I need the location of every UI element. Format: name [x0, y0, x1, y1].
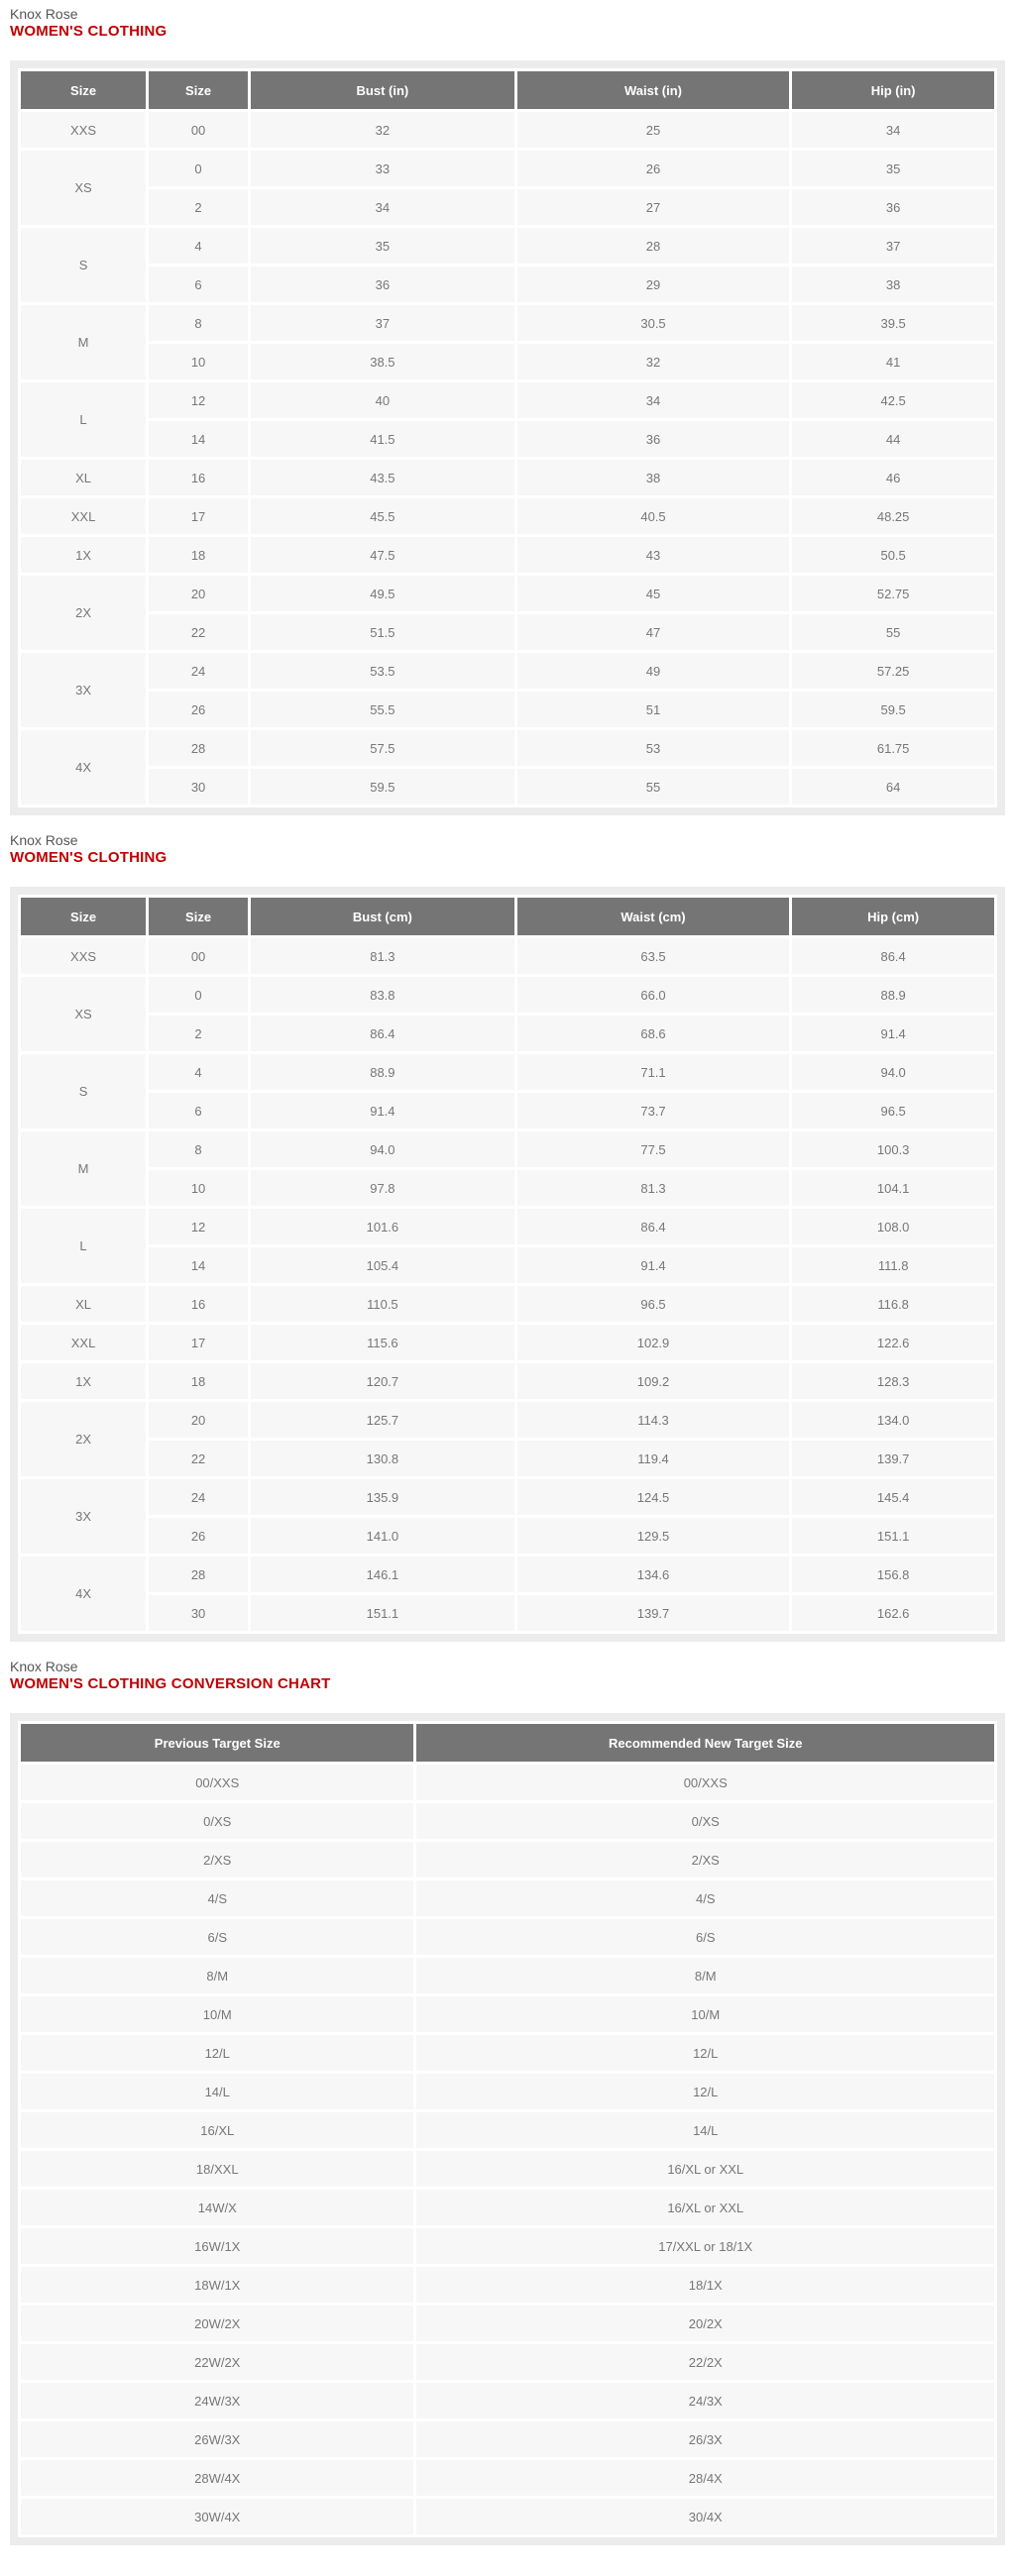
size-group-cell: 4X: [21, 730, 146, 805]
table-row: [21, 1518, 994, 1554]
value-cell: 32: [517, 344, 790, 379]
table-container: [10, 887, 1005, 1642]
table-row: [21, 1919, 994, 1955]
table-row: [21, 1880, 994, 1916]
value-cell: 37: [251, 305, 514, 341]
value-cell: 57.25: [792, 653, 994, 689]
value-cell: 00/XXS: [416, 1765, 994, 1800]
section-conversion-chart: [10, 1659, 1005, 2545]
value-cell: 26: [149, 692, 248, 727]
value-cell: 40: [251, 382, 514, 418]
value-cell: 26W/3X: [21, 2421, 413, 2457]
header-row: [21, 898, 994, 935]
size-group-cell: L: [21, 1209, 146, 1283]
value-cell: 38: [517, 460, 790, 495]
value-cell: 12/L: [416, 2074, 994, 2109]
value-cell: 39.5: [792, 305, 994, 341]
value-cell: 26: [149, 1518, 248, 1554]
value-cell: 51.5: [251, 614, 514, 650]
value-cell: 25: [517, 112, 790, 148]
value-cell: 91.4: [251, 1093, 514, 1128]
value-cell: 86.4: [792, 938, 994, 974]
column-header: Size: [149, 898, 248, 935]
table-row: [21, 1595, 994, 1631]
value-cell: 34: [251, 189, 514, 225]
value-cell: 14W/X: [21, 2190, 413, 2225]
value-cell: 52.75: [792, 576, 994, 611]
size-group-cell: M: [21, 1131, 146, 1206]
value-cell: 24: [149, 1479, 248, 1515]
value-cell: 24W/3X: [21, 2383, 413, 2418]
size-charts-page: [10, 6, 1005, 2545]
value-cell: 59.5: [792, 692, 994, 727]
value-cell: 16: [149, 460, 248, 495]
value-cell: 16/XL or XXL: [416, 2190, 994, 2225]
value-cell: 64: [792, 769, 994, 805]
value-cell: 6/S: [416, 1919, 994, 1955]
value-cell: 86.4: [517, 1209, 790, 1244]
value-cell: 12: [149, 1209, 248, 1244]
size-table-inches: [18, 68, 997, 807]
value-cell: 119.4: [517, 1441, 790, 1476]
value-cell: 139.7: [792, 1441, 994, 1476]
table-row: [21, 2306, 994, 2341]
table-row: [21, 2267, 994, 2303]
value-cell: 2/XS: [416, 1842, 994, 1878]
table-row: [21, 267, 994, 302]
size-table-centimeters: [18, 895, 997, 1634]
value-cell: 18W/1X: [21, 2267, 413, 2303]
size-group-cell: 4X: [21, 1556, 146, 1631]
value-cell: 146.1: [251, 1556, 514, 1592]
size-group-cell: 3X: [21, 653, 146, 727]
table-row: [21, 151, 994, 186]
column-header: Recommended New Target Size: [416, 1724, 994, 1762]
table-row: [21, 1286, 994, 1322]
value-cell: 4: [149, 1054, 248, 1090]
section-women-sizes-centimeters: [10, 832, 1005, 1642]
value-cell: 00/XXS: [21, 1765, 413, 1800]
value-cell: 110.5: [251, 1286, 514, 1322]
value-cell: 43.5: [251, 460, 514, 495]
size-group-cell: XL: [21, 1286, 146, 1322]
value-cell: 151.1: [251, 1595, 514, 1631]
table-row: [21, 1131, 994, 1167]
value-cell: 44: [792, 421, 994, 457]
size-group-cell: XS: [21, 151, 146, 225]
value-cell: 151.1: [792, 1518, 994, 1554]
value-cell: 28/4X: [416, 2460, 994, 2496]
column-header: Hip (cm): [792, 898, 994, 935]
value-cell: 105.4: [251, 1247, 514, 1283]
value-cell: 139.7: [517, 1595, 790, 1631]
value-cell: 96.5: [517, 1286, 790, 1322]
table-row: [21, 730, 994, 766]
table-row: [21, 614, 994, 650]
value-cell: 68.6: [517, 1016, 790, 1051]
table-row: [21, 2190, 994, 2225]
value-cell: 28W/4X: [21, 2460, 413, 2496]
value-cell: 36: [792, 189, 994, 225]
table-row: [21, 305, 994, 341]
table-row: [21, 1765, 994, 1800]
value-cell: 14: [149, 1247, 248, 1283]
table-row: [21, 1054, 994, 1090]
value-cell: 40.5: [517, 498, 790, 534]
table-row: [21, 692, 994, 727]
table-row: [21, 1016, 994, 1051]
value-cell: 88.9: [792, 977, 994, 1013]
value-cell: 29: [517, 267, 790, 302]
value-cell: 8: [149, 305, 248, 341]
value-cell: 49.5: [251, 576, 514, 611]
value-cell: 94.0: [251, 1131, 514, 1167]
table-row: [21, 382, 994, 418]
value-cell: 34: [517, 382, 790, 418]
value-cell: 4: [149, 228, 248, 264]
value-cell: 45.5: [251, 498, 514, 534]
value-cell: 10: [149, 344, 248, 379]
value-cell: 14: [149, 421, 248, 457]
value-cell: 8: [149, 1131, 248, 1167]
value-cell: 130.8: [251, 1441, 514, 1476]
value-cell: 18: [149, 1363, 248, 1399]
table-row: [21, 977, 994, 1013]
value-cell: 37: [792, 228, 994, 264]
value-cell: 4/S: [416, 1880, 994, 1916]
table-row: [21, 2499, 994, 2534]
value-cell: 66.0: [517, 977, 790, 1013]
table-row: [21, 1441, 994, 1476]
size-group-cell: 3X: [21, 1479, 146, 1554]
table-row: [21, 2112, 994, 2148]
table-row: [21, 2421, 994, 2457]
value-cell: 55.5: [251, 692, 514, 727]
value-cell: 57.5: [251, 730, 514, 766]
table-row: [21, 2074, 994, 2109]
value-cell: 94.0: [792, 1054, 994, 1090]
value-cell: 77.5: [517, 1131, 790, 1167]
value-cell: 86.4: [251, 1016, 514, 1051]
column-header: Bust (cm): [251, 898, 514, 935]
table-row: [21, 2344, 994, 2380]
value-cell: 17: [149, 498, 248, 534]
value-cell: 96.5: [792, 1093, 994, 1128]
value-cell: 26: [517, 151, 790, 186]
value-cell: 51: [517, 692, 790, 727]
value-cell: 30: [149, 769, 248, 805]
table-row: [21, 228, 994, 264]
value-cell: 24: [149, 653, 248, 689]
size-group-cell: 1X: [21, 1363, 146, 1399]
column-header: Waist (cm): [517, 898, 790, 935]
column-header: Hip (in): [792, 71, 994, 109]
value-cell: 145.4: [792, 1479, 994, 1515]
value-cell: 4/S: [21, 1880, 413, 1916]
value-cell: 43: [517, 537, 790, 573]
value-cell: 41: [792, 344, 994, 379]
value-cell: 59.5: [251, 769, 514, 805]
brand-name: Knox Rose: [10, 832, 78, 849]
column-header: Size: [149, 71, 248, 109]
value-cell: 71.1: [517, 1054, 790, 1090]
value-cell: 16/XL: [21, 2112, 413, 2148]
table-row: [21, 653, 994, 689]
value-cell: 88.9: [251, 1054, 514, 1090]
value-cell: 83.8: [251, 977, 514, 1013]
value-cell: 124.5: [517, 1479, 790, 1515]
value-cell: 2: [149, 1016, 248, 1051]
value-cell: 47.5: [251, 537, 514, 573]
value-cell: 6: [149, 1093, 248, 1128]
value-cell: 10: [149, 1170, 248, 1206]
value-cell: 46: [792, 460, 994, 495]
size-group-cell: S: [21, 228, 146, 302]
size-group-cell: XXL: [21, 1325, 146, 1360]
value-cell: 16: [149, 1286, 248, 1322]
size-group-cell: XS: [21, 977, 146, 1051]
value-cell: 16/XL or XXL: [416, 2151, 994, 2187]
value-cell: 2/XS: [21, 1842, 413, 1878]
table-row: [21, 1402, 994, 1438]
value-cell: 38.5: [251, 344, 514, 379]
column-header: Bust (in): [251, 71, 514, 109]
value-cell: 156.8: [792, 1556, 994, 1592]
value-cell: 115.6: [251, 1325, 514, 1360]
value-cell: 49: [517, 653, 790, 689]
table-row: [21, 537, 994, 573]
table-row: [21, 769, 994, 805]
value-cell: 17/XXL or 18/1X: [416, 2228, 994, 2264]
value-cell: 104.1: [792, 1170, 994, 1206]
table-container: [10, 1713, 1005, 2545]
value-cell: 134.0: [792, 1402, 994, 1438]
value-cell: 6: [149, 267, 248, 302]
value-cell: 55: [517, 769, 790, 805]
value-cell: 8/M: [416, 1958, 994, 1993]
value-cell: 81.3: [251, 938, 514, 974]
value-cell: 55: [792, 614, 994, 650]
value-cell: 81.3: [517, 1170, 790, 1206]
value-cell: 135.9: [251, 1479, 514, 1515]
value-cell: 0: [149, 977, 248, 1013]
size-group-cell: 2X: [21, 1402, 146, 1476]
value-cell: 45: [517, 576, 790, 611]
value-cell: 50.5: [792, 537, 994, 573]
value-cell: 116.8: [792, 1286, 994, 1322]
value-cell: 22: [149, 614, 248, 650]
value-cell: 122.6: [792, 1325, 994, 1360]
value-cell: 36: [251, 267, 514, 302]
value-cell: 20: [149, 1402, 248, 1438]
value-cell: 27: [517, 189, 790, 225]
value-cell: 18/XXL: [21, 2151, 413, 2187]
size-group-cell: L: [21, 382, 146, 457]
value-cell: 53: [517, 730, 790, 766]
value-cell: 26/3X: [416, 2421, 994, 2457]
size-group-cell: M: [21, 305, 146, 379]
value-cell: 18/1X: [416, 2267, 994, 2303]
value-cell: 47: [517, 614, 790, 650]
table-row: [21, 1093, 994, 1128]
value-cell: 91.4: [792, 1016, 994, 1051]
value-cell: 63.5: [517, 938, 790, 974]
value-cell: 22/2X: [416, 2344, 994, 2380]
header-row: [21, 71, 994, 109]
value-cell: 12: [149, 382, 248, 418]
value-cell: 111.8: [792, 1247, 994, 1283]
brand-name: Knox Rose: [10, 6, 78, 22]
value-cell: 114.3: [517, 1402, 790, 1438]
table-row: [21, 498, 994, 534]
size-group-cell: XL: [21, 460, 146, 495]
value-cell: 14/L: [416, 2112, 994, 2148]
column-header: Previous Target Size: [21, 1724, 413, 1762]
value-cell: 20/2X: [416, 2306, 994, 2341]
value-cell: 97.8: [251, 1170, 514, 1206]
value-cell: 101.6: [251, 1209, 514, 1244]
table-row: [21, 421, 994, 457]
value-cell: 109.2: [517, 1363, 790, 1399]
table-row: [21, 1996, 994, 2032]
table-row: [21, 2383, 994, 2418]
size-group-cell: 2X: [21, 576, 146, 650]
value-cell: 35: [792, 151, 994, 186]
value-cell: 34: [792, 112, 994, 148]
value-cell: 22: [149, 1441, 248, 1476]
size-group-cell: XXS: [21, 112, 146, 148]
table-row: [21, 576, 994, 611]
value-cell: 18: [149, 537, 248, 573]
table-row: [21, 1209, 994, 1244]
column-header: Size: [21, 71, 146, 109]
value-cell: 120.7: [251, 1363, 514, 1399]
value-cell: 30/4X: [416, 2499, 994, 2534]
table-row: [21, 1363, 994, 1399]
value-cell: 6/S: [21, 1919, 413, 1955]
value-cell: 35: [251, 228, 514, 264]
value-cell: 30W/4X: [21, 2499, 413, 2534]
table-row: [21, 938, 994, 974]
table-row: [21, 2151, 994, 2187]
value-cell: 16W/1X: [21, 2228, 413, 2264]
value-cell: 100.3: [792, 1131, 994, 1167]
value-cell: 12/L: [21, 2035, 413, 2071]
size-group-cell: XXS: [21, 938, 146, 974]
table-row: [21, 2460, 994, 2496]
value-cell: 42.5: [792, 382, 994, 418]
section-title: WOMEN'S CLOTHING: [10, 23, 168, 41]
section-women-sizes-inches: [10, 6, 1005, 815]
value-cell: 8/M: [21, 1958, 413, 1993]
value-cell: 61.75: [792, 730, 994, 766]
table-row: [21, 2035, 994, 2071]
header-row: [21, 1724, 994, 1762]
table-container: [10, 60, 1005, 815]
column-header: Size: [21, 898, 146, 935]
table-row: [21, 112, 994, 148]
table-row: [21, 1170, 994, 1206]
table-row: [21, 1803, 994, 1839]
value-cell: 91.4: [517, 1247, 790, 1283]
value-cell: 125.7: [251, 1402, 514, 1438]
value-cell: 10/M: [21, 1996, 413, 2032]
value-cell: 28: [149, 1556, 248, 1592]
value-cell: 28: [517, 228, 790, 264]
column-header: Waist (in): [517, 71, 790, 109]
value-cell: 36: [517, 421, 790, 457]
value-cell: 22W/2X: [21, 2344, 413, 2380]
table-row: [21, 1556, 994, 1592]
value-cell: 17: [149, 1325, 248, 1360]
brand-name: Knox Rose: [10, 1659, 78, 1675]
value-cell: 141.0: [251, 1518, 514, 1554]
size-group-cell: 1X: [21, 537, 146, 573]
value-cell: 41.5: [251, 421, 514, 457]
table-row: [21, 1479, 994, 1515]
value-cell: 129.5: [517, 1518, 790, 1554]
value-cell: 12/L: [416, 2035, 994, 2071]
size-group-cell: XXL: [21, 498, 146, 534]
value-cell: 102.9: [517, 1325, 790, 1360]
table-row: [21, 189, 994, 225]
value-cell: 00: [149, 938, 248, 974]
value-cell: 0/XS: [21, 1803, 413, 1839]
value-cell: 162.6: [792, 1595, 994, 1631]
value-cell: 14/L: [21, 2074, 413, 2109]
value-cell: 134.6: [517, 1556, 790, 1592]
value-cell: 38: [792, 267, 994, 302]
value-cell: 00: [149, 112, 248, 148]
value-cell: 24/3X: [416, 2383, 994, 2418]
value-cell: 10/M: [416, 1996, 994, 2032]
value-cell: 0/XS: [416, 1803, 994, 1839]
value-cell: 128.3: [792, 1363, 994, 1399]
section-title: WOMEN'S CLOTHING: [10, 849, 168, 867]
section-title: WOMEN'S CLOTHING CONVERSION CHART: [10, 1675, 331, 1693]
table-row: [21, 344, 994, 379]
size-group-cell: S: [21, 1054, 146, 1128]
value-cell: 108.0: [792, 1209, 994, 1244]
value-cell: 20: [149, 576, 248, 611]
value-cell: 0: [149, 151, 248, 186]
table-row: [21, 1247, 994, 1283]
value-cell: 30.5: [517, 305, 790, 341]
value-cell: 2: [149, 189, 248, 225]
conversion-table: [18, 1721, 997, 2537]
value-cell: 32: [251, 112, 514, 148]
table-row: [21, 1842, 994, 1878]
table-row: [21, 460, 994, 495]
value-cell: 53.5: [251, 653, 514, 689]
table-row: [21, 1325, 994, 1360]
value-cell: 30: [149, 1595, 248, 1631]
value-cell: 28: [149, 730, 248, 766]
table-row: [21, 1958, 994, 1993]
value-cell: 20W/2X: [21, 2306, 413, 2341]
table-row: [21, 2228, 994, 2264]
value-cell: 33: [251, 151, 514, 186]
value-cell: 48.25: [792, 498, 994, 534]
value-cell: 73.7: [517, 1093, 790, 1128]
